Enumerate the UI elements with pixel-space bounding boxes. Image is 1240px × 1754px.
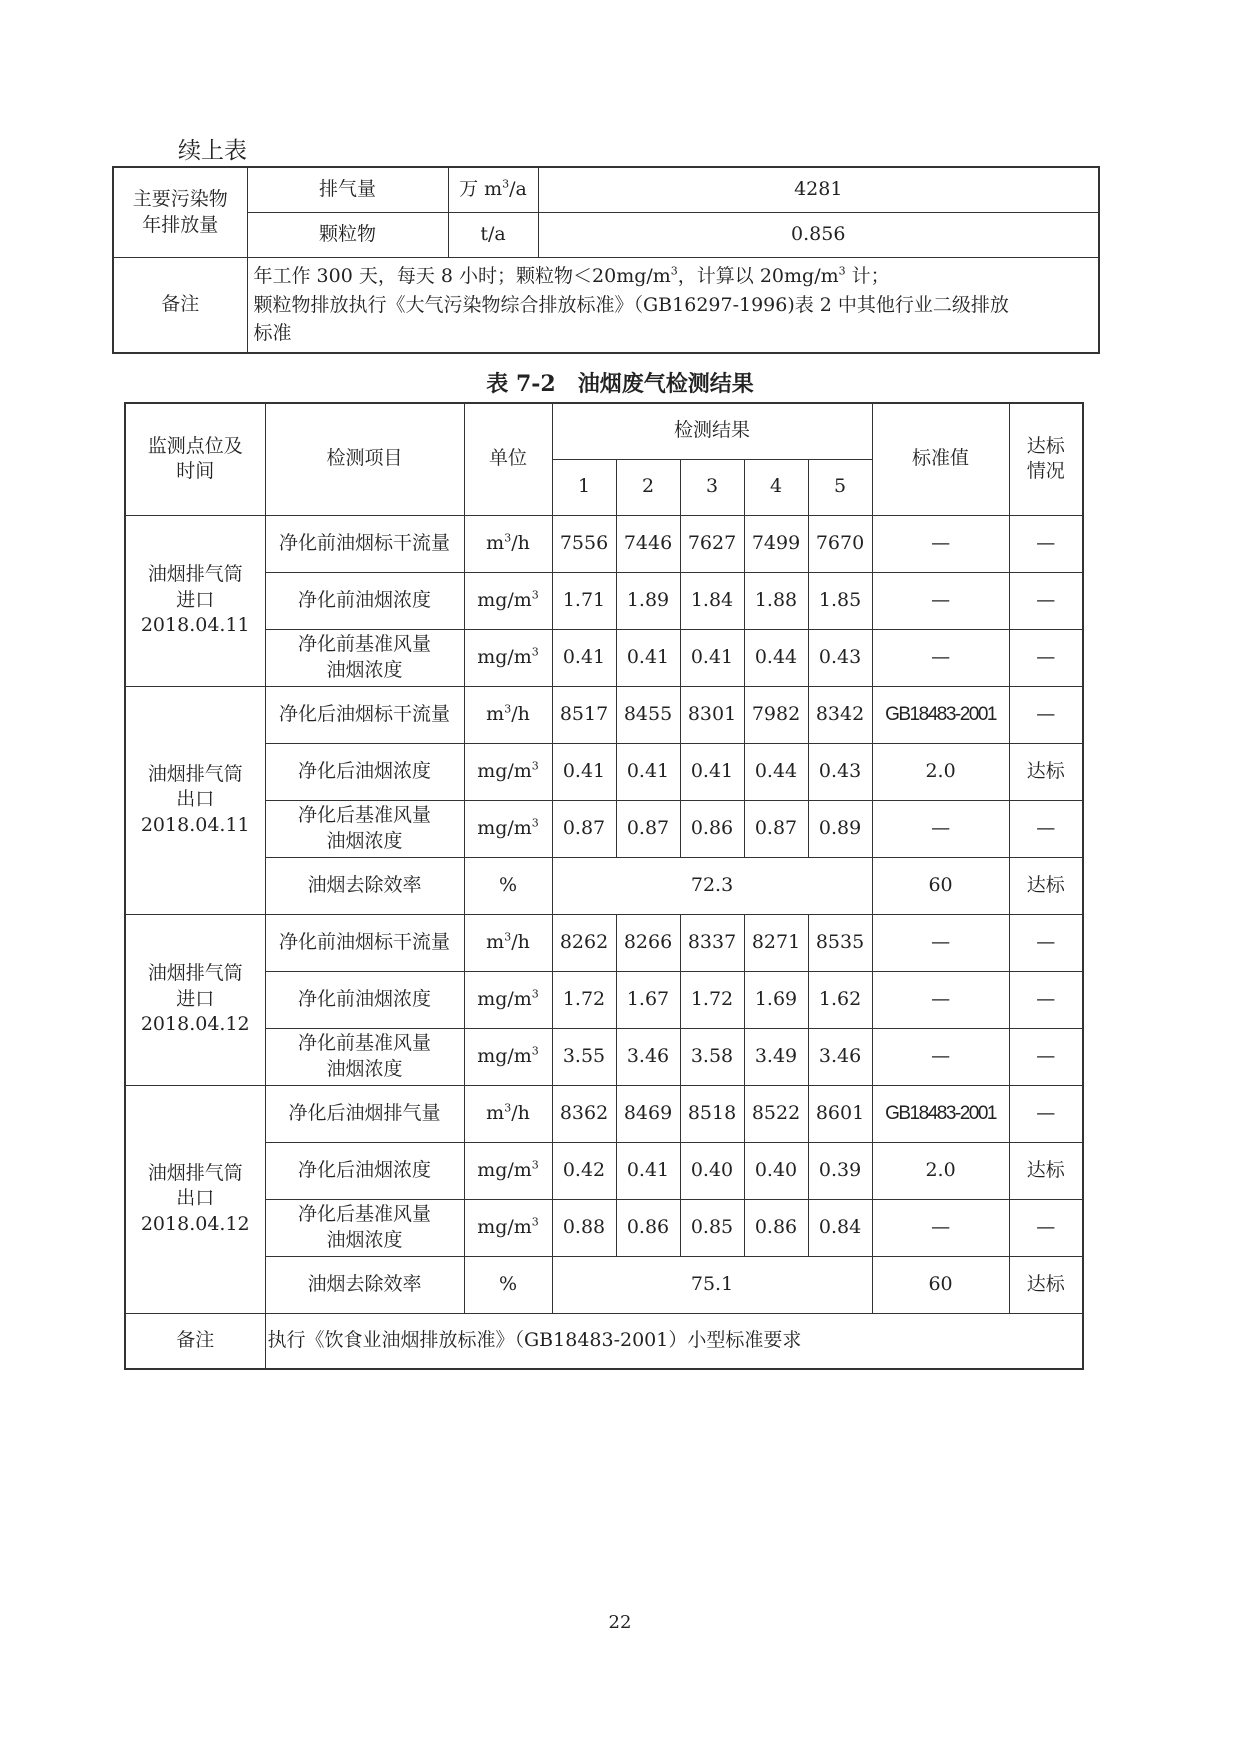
value-cell: 7670 bbox=[808, 515, 872, 572]
point-line: 油烟排气筒 bbox=[147, 1161, 243, 1184]
header-compliance-line1: 达标 bbox=[1026, 434, 1065, 457]
unit-cell: $mg/m^3$ bbox=[464, 1028, 552, 1085]
item-line: 净化后油烟浓度 bbox=[297, 1158, 431, 1181]
value-cell: 0.40 bbox=[680, 1142, 744, 1199]
value-cell: 1.72 bbox=[680, 971, 744, 1028]
group-label-line2: 年排放量 bbox=[142, 213, 219, 236]
value-cell: 7556 bbox=[552, 515, 616, 572]
standard-cell: — bbox=[872, 515, 1009, 572]
note-cell bbox=[247, 258, 1099, 353]
value-cell: 0.44 bbox=[744, 629, 808, 686]
item-cell bbox=[265, 800, 464, 857]
unit-cell: $mg/m^3$ bbox=[464, 1142, 552, 1199]
item-cell bbox=[265, 515, 464, 572]
point-cell bbox=[125, 515, 265, 686]
item-line: 油烟浓度 bbox=[326, 829, 403, 852]
value-cell: 7982 bbox=[744, 686, 808, 743]
table-row bbox=[125, 629, 1083, 686]
compliance-cell: — bbox=[1009, 800, 1083, 857]
value-cell: 8517 bbox=[552, 686, 616, 743]
standard-cell: — bbox=[872, 914, 1009, 971]
note-line: 颗粒物排放执行《大气污染物综合排放标准》（GB16297-1996)表 2 中其他行业二级排放 bbox=[253, 293, 1009, 316]
header-n4: 4 bbox=[744, 459, 808, 515]
point-date: 2018.04.12 bbox=[140, 1212, 250, 1235]
item-line: 油烟浓度 bbox=[326, 1228, 403, 1251]
table-row bbox=[125, 1199, 1083, 1256]
item-cell bbox=[265, 1199, 464, 1256]
value-cell: 0.84 bbox=[808, 1199, 872, 1256]
unit-cell: $mg/m^3$ bbox=[464, 800, 552, 857]
value-cell: 0.88 bbox=[552, 1199, 616, 1256]
standard-cell: 2.0 bbox=[872, 1142, 1009, 1199]
compliance-cell: — bbox=[1009, 1085, 1083, 1142]
value-cell: 0.41 bbox=[680, 743, 744, 800]
efficiency-value-cell: 72.3 bbox=[552, 857, 872, 914]
compliance-cell: — bbox=[1009, 572, 1083, 629]
point-line: 进口 bbox=[176, 588, 215, 611]
value-cell: 8535 bbox=[808, 914, 872, 971]
value-cell: 8262 bbox=[552, 914, 616, 971]
item-cell bbox=[265, 914, 464, 971]
table-row bbox=[113, 167, 1099, 213]
value-cell: 8518 bbox=[680, 1085, 744, 1142]
value-cell: 0.85 bbox=[680, 1199, 744, 1256]
item-cell bbox=[265, 971, 464, 1028]
standard-cell: GB18483-2001 bbox=[872, 1085, 1009, 1142]
table-row bbox=[125, 1028, 1083, 1085]
point-cell bbox=[125, 914, 265, 1085]
point-date: 2018.04.12 bbox=[140, 1013, 250, 1036]
value-cell: 0.41 bbox=[616, 629, 680, 686]
unit-cell: $m^3/h$ bbox=[464, 515, 552, 572]
unit-cell: $mg/m^3$ bbox=[464, 572, 552, 629]
compliance-cell: — bbox=[1009, 1028, 1083, 1085]
value-cell: 0.87 bbox=[744, 800, 808, 857]
table-row bbox=[125, 686, 1083, 743]
item-cell bbox=[265, 686, 464, 743]
value-cell: 3.46 bbox=[808, 1028, 872, 1085]
header-n5: 5 bbox=[808, 459, 872, 515]
unit-cell: 万 $m^3/a$ bbox=[448, 167, 538, 213]
unit-cell: $m^3/h$ bbox=[464, 914, 552, 971]
item-cell bbox=[265, 572, 464, 629]
header-point-line2: 时间 bbox=[176, 460, 215, 483]
table-row bbox=[113, 258, 1099, 353]
header-item: 检测项目 bbox=[265, 403, 464, 515]
point-line: 油烟排气筒 bbox=[147, 962, 243, 985]
item-cell: 排气量 bbox=[247, 167, 448, 213]
value-cell: 0.41 bbox=[616, 743, 680, 800]
item-cell: 油烟去除效率 bbox=[265, 857, 464, 914]
table-title: 表 7-2 油烟废气检测结果 bbox=[486, 371, 754, 397]
header-n1: 1 bbox=[552, 459, 616, 515]
value-cell: 1.67 bbox=[616, 971, 680, 1028]
unit-cell: % bbox=[464, 1256, 552, 1313]
value-cell: 0.87 bbox=[552, 800, 616, 857]
value-cell: 1.88 bbox=[744, 572, 808, 629]
value-cell: 0.86 bbox=[616, 1199, 680, 1256]
value-cell: 8266 bbox=[616, 914, 680, 971]
item-line: 油烟浓度 bbox=[326, 658, 403, 681]
point-cell bbox=[125, 686, 265, 914]
value-cell: 1.89 bbox=[616, 572, 680, 629]
item-line: 净化后基准风量 bbox=[297, 803, 431, 826]
compliance-cell: 达标 bbox=[1009, 857, 1083, 914]
value-cell: 3.58 bbox=[680, 1028, 744, 1085]
fume-test-results-table bbox=[124, 402, 1084, 1370]
value-cell: 0.44 bbox=[744, 743, 808, 800]
value-cell: 8362 bbox=[552, 1085, 616, 1142]
standard-cell: — bbox=[872, 572, 1009, 629]
value-cell: 7446 bbox=[616, 515, 680, 572]
note-label-cell: 备注 bbox=[113, 258, 247, 353]
value-cell: 7499 bbox=[744, 515, 808, 572]
efficiency-row bbox=[125, 857, 1083, 914]
note-line: 标准 bbox=[253, 322, 292, 344]
unit-cell: $m^3/h$ bbox=[464, 686, 552, 743]
value-cell: 3.46 bbox=[616, 1028, 680, 1085]
value-cell: 0.87 bbox=[616, 800, 680, 857]
compliance-cell: — bbox=[1009, 971, 1083, 1028]
unit-cell: $mg/m^3$ bbox=[464, 971, 552, 1028]
value-cell: 1.69 bbox=[744, 971, 808, 1028]
efficiency-value-cell: 75.1 bbox=[552, 1256, 872, 1313]
value-cell: 0.41 bbox=[552, 743, 616, 800]
continued-label: 续上表 bbox=[178, 138, 247, 164]
compliance-cell: 达标 bbox=[1009, 1256, 1083, 1313]
compliance-cell: — bbox=[1009, 515, 1083, 572]
value-cell: 0.43 bbox=[808, 629, 872, 686]
header-row bbox=[125, 403, 1083, 459]
value-cell: 1.71 bbox=[552, 572, 616, 629]
value-cell: 8469 bbox=[616, 1085, 680, 1142]
header-n3: 3 bbox=[680, 459, 744, 515]
page-number: 22 bbox=[608, 1612, 632, 1633]
item-line: 油烟浓度 bbox=[326, 1057, 403, 1080]
table-row bbox=[125, 1085, 1083, 1142]
unit-cell: $m^3/h$ bbox=[464, 1085, 552, 1142]
item-line: 净化前油烟标干流量 bbox=[278, 531, 450, 554]
emissions-summary-table bbox=[112, 166, 1100, 354]
value-cell: 8342 bbox=[808, 686, 872, 743]
header-results: 检测结果 bbox=[552, 403, 872, 459]
table-row bbox=[125, 971, 1083, 1028]
header-unit: 单位 bbox=[464, 403, 552, 515]
compliance-cell: 达标 bbox=[1009, 1142, 1083, 1199]
standard-cell: — bbox=[872, 1028, 1009, 1085]
note-label-cell: 备注 bbox=[125, 1313, 265, 1369]
standard-cell: GB18483-2001 bbox=[872, 686, 1009, 743]
table-row bbox=[125, 515, 1083, 572]
item-line: 净化前油烟浓度 bbox=[297, 588, 431, 611]
compliance-cell: — bbox=[1009, 629, 1083, 686]
unit-cell: $mg/m^3$ bbox=[464, 1199, 552, 1256]
value-cell: 0.39 bbox=[808, 1142, 872, 1199]
value-cell: 8301 bbox=[680, 686, 744, 743]
point-cell bbox=[125, 1085, 265, 1313]
point-date: 2018.04.11 bbox=[140, 614, 250, 637]
item-line: 净化后油烟浓度 bbox=[297, 759, 431, 782]
unit-cell: % bbox=[464, 857, 552, 914]
table-row bbox=[125, 800, 1083, 857]
standard-cell: 60 bbox=[872, 1256, 1009, 1313]
value-cell: 8271 bbox=[744, 914, 808, 971]
table-row bbox=[113, 213, 1099, 258]
value-cell: 0.856 bbox=[538, 213, 1099, 258]
value-cell: 0.86 bbox=[680, 800, 744, 857]
header-compliance-line2: 情况 bbox=[1026, 460, 1065, 483]
point-date: 2018.04.11 bbox=[140, 813, 250, 836]
point-line: 出口 bbox=[176, 788, 215, 811]
value-cell: 0.42 bbox=[552, 1142, 616, 1199]
value-cell: 1.84 bbox=[680, 572, 744, 629]
value-cell: 4281 bbox=[538, 167, 1099, 213]
value-cell: 0.40 bbox=[744, 1142, 808, 1199]
note-row bbox=[125, 1313, 1083, 1369]
unit-cell: $mg/m^3$ bbox=[464, 629, 552, 686]
value-cell: 3.49 bbox=[744, 1028, 808, 1085]
header-standard: 标准值 bbox=[872, 403, 1009, 515]
standard-cell: — bbox=[872, 800, 1009, 857]
header-compliance bbox=[1009, 403, 1083, 515]
item-cell bbox=[265, 1142, 464, 1199]
efficiency-row bbox=[125, 1256, 1083, 1313]
table-row bbox=[125, 572, 1083, 629]
standard-cell: 60 bbox=[872, 857, 1009, 914]
value-cell: 7627 bbox=[680, 515, 744, 572]
header-point-line1: 监测点位及 bbox=[147, 434, 243, 457]
value-cell: 0.89 bbox=[808, 800, 872, 857]
standard-cell: — bbox=[872, 629, 1009, 686]
value-cell: 0.86 bbox=[744, 1199, 808, 1256]
point-line: 油烟排气筒 bbox=[147, 563, 243, 586]
item-line: 净化前基准风量 bbox=[297, 632, 431, 655]
point-line: 进口 bbox=[176, 987, 215, 1010]
value-cell: 1.72 bbox=[552, 971, 616, 1028]
header-n2: 2 bbox=[616, 459, 680, 515]
note-line: 年工作 300 天，每天 8 小时；颗粒物$<20mg/m^3$，计算以 $20mg/m^3$ 计； bbox=[253, 264, 890, 287]
item-cell: 油烟去除效率 bbox=[265, 1256, 464, 1313]
item-cell: 颗粒物 bbox=[247, 213, 448, 258]
value-cell: 8522 bbox=[744, 1085, 808, 1142]
value-cell: 1.85 bbox=[808, 572, 872, 629]
note-cell: 执行《饮食业油烟排放标准》（GB18483-2001）小型标准要求 bbox=[265, 1313, 1083, 1369]
group-label-line1: 主要污染物 bbox=[132, 187, 228, 210]
standard-cell: — bbox=[872, 971, 1009, 1028]
item-cell bbox=[265, 743, 464, 800]
item-cell bbox=[265, 629, 464, 686]
header-point bbox=[125, 403, 265, 515]
value-cell: 0.41 bbox=[616, 1142, 680, 1199]
compliance-cell: — bbox=[1009, 914, 1083, 971]
standard-cell: — bbox=[872, 1199, 1009, 1256]
point-line: 出口 bbox=[176, 1187, 215, 1210]
item-line: 净化前基准风量 bbox=[297, 1031, 431, 1054]
item-cell bbox=[265, 1085, 464, 1142]
item-line: 净化后油烟标干流量 bbox=[278, 702, 450, 725]
value-cell: 8601 bbox=[808, 1085, 872, 1142]
value-cell: 0.43 bbox=[808, 743, 872, 800]
item-line: 净化后基准风量 bbox=[297, 1202, 431, 1225]
standard-cell: 2.0 bbox=[872, 743, 1009, 800]
item-line: 净化前油烟标干流量 bbox=[278, 930, 450, 953]
point-line: 油烟排气筒 bbox=[147, 762, 243, 785]
compliance-cell: 达标 bbox=[1009, 743, 1083, 800]
compliance-cell: — bbox=[1009, 1199, 1083, 1256]
value-cell: 3.55 bbox=[552, 1028, 616, 1085]
value-cell: 8337 bbox=[680, 914, 744, 971]
unit-cell: t/a bbox=[448, 213, 538, 258]
item-cell bbox=[265, 1028, 464, 1085]
value-cell: 0.41 bbox=[552, 629, 616, 686]
item-line: 净化后油烟排气量 bbox=[288, 1101, 441, 1124]
group-label-cell bbox=[113, 167, 247, 258]
value-cell: 8455 bbox=[616, 686, 680, 743]
table-row bbox=[125, 1142, 1083, 1199]
item-line: 净化前油烟浓度 bbox=[297, 987, 431, 1010]
compliance-cell: — bbox=[1009, 686, 1083, 743]
value-cell: 1.62 bbox=[808, 971, 872, 1028]
table-row bbox=[125, 914, 1083, 971]
unit-cell: $mg/m^3$ bbox=[464, 743, 552, 800]
value-cell: 0.41 bbox=[680, 629, 744, 686]
table-row bbox=[125, 743, 1083, 800]
